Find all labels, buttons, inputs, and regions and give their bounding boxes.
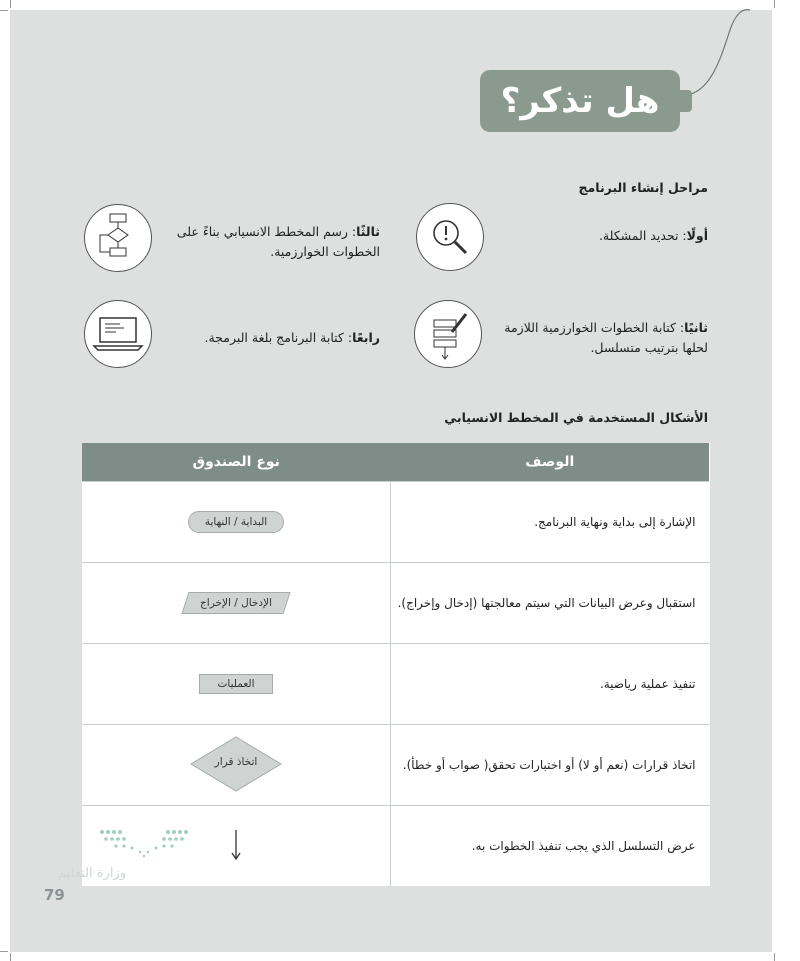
stage-fourth (205, 328, 381, 348)
stage-first (599, 226, 708, 246)
stage-second-text-1: : كتابة الخطوات الخوارزمية اللازمة (504, 320, 685, 335)
flowchart-icon (84, 204, 152, 272)
table-row (82, 563, 710, 644)
stage-second-label: ثانيًا (684, 320, 708, 335)
io-shape-label: الإدخال / الإخراج (200, 597, 272, 609)
col-description: الوصف (391, 443, 710, 482)
flowchart-shapes-table (82, 443, 710, 886)
title-tag (480, 70, 680, 132)
table-row (82, 644, 710, 725)
tag-notch (678, 90, 692, 112)
table-row (82, 725, 710, 806)
page-number: 79 (44, 886, 65, 904)
col-box-type: نوع الصندوق (82, 443, 391, 482)
page-title: هل تذكر؟ (500, 81, 660, 121)
stage-third-label: ثالثًا (356, 224, 380, 239)
table-header-row (82, 443, 710, 482)
description-cell: الإشارة إلى بداية ونهاية البرنامج. (391, 482, 710, 563)
shape-cell (82, 563, 391, 644)
shape-cell (82, 725, 391, 806)
ministry-logo-text: وزارة التعليم (58, 866, 127, 881)
decision-shape (190, 736, 282, 792)
algorithm-steps-icon (414, 300, 482, 368)
stage-second-text-2: لحلها بترتيب متسلسل. (590, 340, 708, 355)
crop-mark (774, 0, 775, 8)
description-cell: تنفيذ عملية رياضية. (391, 644, 710, 725)
shape-cell (82, 644, 391, 725)
io-shape (181, 592, 290, 614)
description-cell: عرض التسلسل الذي يجب تنفيذ الخطوات به. (391, 806, 710, 887)
description-cell: استقبال وعرض البيانات التي سيتم معالجتها (إدخال وإخراج). (391, 563, 710, 644)
crop-mark (10, 953, 11, 961)
stage-fourth-label: رابعًا (352, 330, 380, 345)
stage-first-text: : تحديد المشكلة. (598, 228, 687, 243)
flow-arrow-icon (229, 828, 243, 862)
ministry-logo-icon (96, 826, 192, 860)
stage-third-text-2: الخطوات الخوارزمية. (270, 244, 380, 259)
hanging-string (680, 0, 770, 110)
terminal-shape: البداية / النهاية (188, 511, 284, 533)
shape-cell (82, 482, 391, 563)
description-cell: اتخاذ قرارات (نعم أو لا) أو اختبارات تحقق( صواب أو خطأ). (391, 725, 710, 806)
problem-icon (416, 203, 484, 271)
laptop-icon (84, 300, 152, 368)
stage-third-text-1: : رسم المخطط الانسيابي بناءً على (176, 224, 357, 239)
process-shape: العمليات (199, 674, 273, 694)
table-row (82, 482, 710, 563)
crop-mark (774, 953, 775, 961)
stage-first-label: أولًا (686, 228, 708, 243)
decision-shape-label: اتخاذ قرار (214, 755, 258, 768)
crop-mark (0, 951, 8, 952)
stage-second (504, 318, 708, 358)
crop-mark (0, 10, 8, 11)
crop-mark (10, 0, 11, 8)
stage-third (177, 222, 380, 262)
stages-heading: مراحل إنشاء البرنامج (578, 180, 708, 195)
stage-fourth-text: : كتابة البرنامج بلغة البرمجة. (204, 330, 353, 345)
shapes-heading: الأشكال المستخدمة في المخطط الانسيابي (444, 410, 708, 425)
